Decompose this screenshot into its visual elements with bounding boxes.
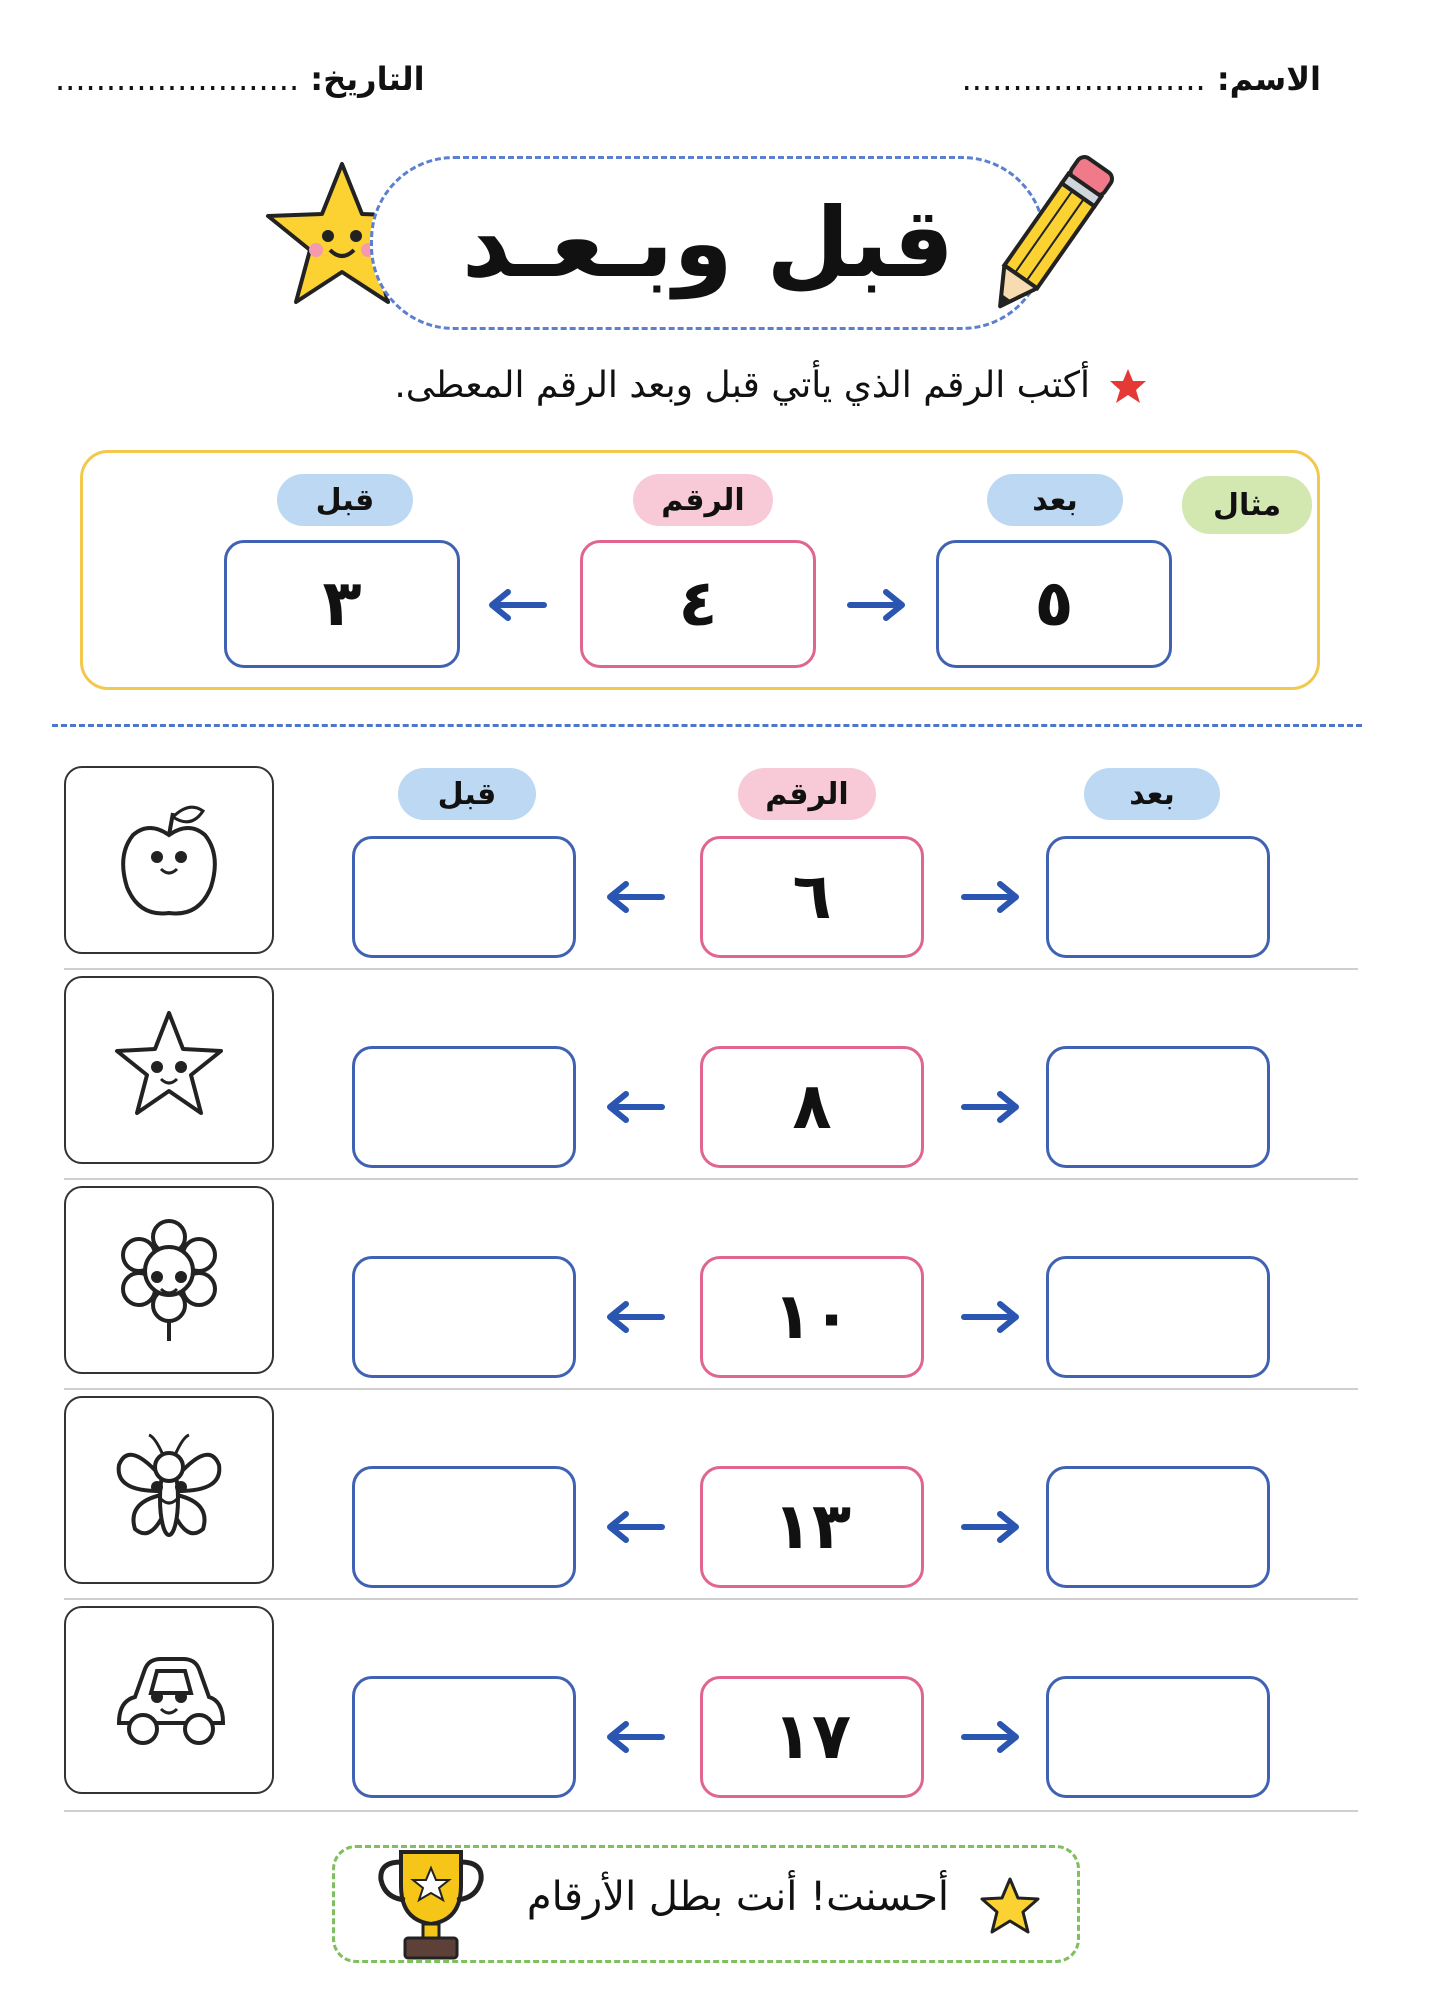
- before-answer-box[interactable]: [352, 1676, 576, 1798]
- star-icon: [107, 1005, 231, 1135]
- right-arrow-icon: [960, 1300, 1022, 1334]
- date-dots: ........................: [55, 60, 300, 98]
- given-number-box: ١٧: [700, 1676, 924, 1798]
- before-answer-box[interactable]: [352, 1466, 576, 1588]
- right-arrow-icon: [846, 588, 908, 622]
- car-icon: [107, 1635, 231, 1765]
- left-arrow-icon: [604, 1300, 666, 1334]
- instruction-text: أكتب الرقم الذي يأتي قبل وبعد الرقم المعطى.: [394, 365, 1090, 406]
- given-number-box: ١٣: [700, 1466, 924, 1588]
- red-star-icon: [1108, 367, 1148, 405]
- section-divider: [52, 724, 1362, 727]
- left-arrow-icon: [486, 588, 548, 622]
- instruction: [394, 365, 1148, 406]
- picture-frame: [64, 976, 274, 1164]
- before-answer-box[interactable]: [352, 1046, 576, 1168]
- left-arrow-icon: [604, 1090, 666, 1124]
- right-arrow-icon: [960, 1720, 1022, 1754]
- flower-icon: [107, 1215, 231, 1345]
- before-label: قبل: [277, 474, 413, 526]
- example-before-box: ٣: [224, 540, 460, 668]
- name-field[interactable]: [962, 60, 1321, 98]
- example-number-box: ٤: [580, 540, 816, 668]
- trophy-icon: [371, 1840, 491, 1964]
- row-divider: [64, 1598, 1358, 1600]
- date-label: التاريخ:: [310, 60, 425, 98]
- page-title: قبل وبـعـد: [461, 187, 955, 299]
- apple-icon: [107, 795, 231, 925]
- row-divider: [64, 968, 1358, 970]
- butterfly-icon: [107, 1425, 231, 1555]
- row-divider: [64, 1388, 1358, 1390]
- before-answer-box[interactable]: [352, 836, 576, 958]
- picture-frame: [64, 1186, 274, 1374]
- after-answer-box[interactable]: [1046, 1046, 1270, 1168]
- right-arrow-icon: [960, 1510, 1022, 1544]
- picture-frame: [64, 1606, 274, 1794]
- given-number-box: ٨: [700, 1046, 924, 1168]
- footer-banner: [332, 1845, 1080, 1963]
- exercise-before-label: قبل: [398, 768, 536, 820]
- left-arrow-icon: [604, 1720, 666, 1754]
- example-badge: مثال: [1182, 476, 1312, 534]
- left-arrow-icon: [604, 880, 666, 914]
- after-answer-box[interactable]: [1046, 836, 1270, 958]
- footer-message: أحسنت! أنت بطل الأرقام: [526, 1874, 949, 1920]
- after-answer-box[interactable]: [1046, 1466, 1270, 1588]
- row-divider: [64, 1810, 1358, 1812]
- exercise-number-label: الرقم: [738, 768, 876, 820]
- picture-frame: [64, 766, 274, 954]
- yellow-star-icon: [979, 1876, 1041, 1936]
- given-number-box: ٦: [700, 836, 924, 958]
- number-label: الرقم: [633, 474, 773, 526]
- given-number-box: ١٠: [700, 1256, 924, 1378]
- after-answer-box[interactable]: [1046, 1256, 1270, 1378]
- after-label: بعد: [987, 474, 1123, 526]
- picture-frame: [64, 1396, 274, 1584]
- right-arrow-icon: [960, 880, 1022, 914]
- row-divider: [64, 1178, 1358, 1180]
- pencil-icon: [985, 140, 1115, 330]
- right-arrow-icon: [960, 1090, 1022, 1124]
- before-answer-box[interactable]: [352, 1256, 576, 1378]
- example-after-box: ٥: [936, 540, 1172, 668]
- exercise-after-label: بعد: [1084, 768, 1220, 820]
- left-arrow-icon: [604, 1510, 666, 1544]
- name-dots: ........................: [961, 60, 1206, 98]
- name-label: الاسم:: [1216, 60, 1321, 98]
- date-field[interactable]: [55, 60, 425, 98]
- after-answer-box[interactable]: [1046, 1676, 1270, 1798]
- title-banner: [370, 156, 1046, 330]
